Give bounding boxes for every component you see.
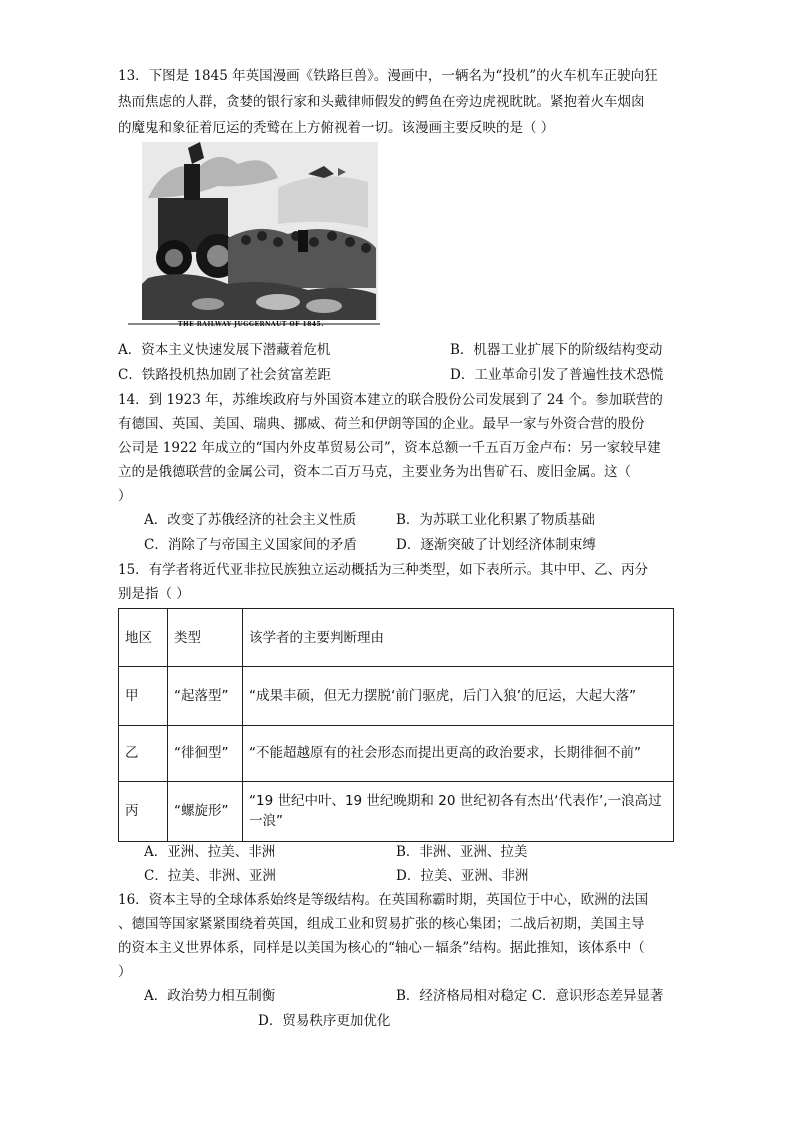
table-cell-type: “螺旋形” xyxy=(168,781,243,841)
q14-option-d[interactable]: D．逐渐突破了计划经济体制束缚 xyxy=(396,537,596,553)
q15-option-c[interactable]: C．拉美、非洲、亚洲 xyxy=(144,868,276,884)
q13-stem-line-1: 13．下图是 1845 年英国漫画《铁路巨兽》。漫画中，一辆名为“投机”的火车机车正驶向狂 xyxy=(118,68,658,84)
q13-option-a[interactable]: A．资本主义快速发展下潜藏着危机 xyxy=(118,342,331,358)
table-cell-type: “徘徊型” xyxy=(168,725,243,781)
table-cell-type: “起落型” xyxy=(168,667,243,725)
q16-option-d[interactable]: D．贸易秩序更加优化 xyxy=(258,1013,391,1029)
table-row xyxy=(119,667,674,725)
cartoon-caption: THE RAILWAY JUGGERNAUT OF 1845. xyxy=(178,321,324,328)
table-cell-region: 甲 xyxy=(119,667,168,725)
railway-juggernaut-cartoon xyxy=(128,138,380,334)
q15-stem-line-1: 15．有学者将近代亚非拉民族独立运动概括为三种类型，如下表所示。其中甲、乙、丙分 xyxy=(118,562,649,578)
table-header-cell: 该学者的主要判断理由 xyxy=(243,609,674,667)
q14-option-a[interactable]: A．改变了苏俄经济的社会主义性质 xyxy=(144,512,357,528)
table-cell-reason: “19 世纪中叶、19 世纪晚期和 20 世纪初各有杰出‘代表作’,一浪高过一浪” xyxy=(243,781,674,841)
q13-option-d[interactable]: D．工业革命引发了普遍性技术恐慌 xyxy=(450,367,664,383)
q13-stem-line-2: 热而焦虑的人群，贪婪的银行家和头戴律师假发的鳄鱼在旁边虎视眈眈。紧抱着火车烟囱 xyxy=(118,94,645,110)
q13-option-c[interactable]: C．铁路投机热加剧了社会贫富差距 xyxy=(118,367,331,383)
q13-stem-line-3: 的魔鬼和象征着厄运的秃鹫在上方俯视着一切。该漫画主要反映的是（ ） xyxy=(118,120,555,136)
q14-stem-line-2: 有德国、英国、美国、瑞典、挪威、荷兰和伊朗等国的企业。最早一家与外资合营的股份 xyxy=(118,416,645,432)
q14-option-b[interactable]: B．为苏联工业化积累了物质基础 xyxy=(396,512,595,528)
q16-stem-line-4: ） xyxy=(118,964,132,980)
q14-stem-line-1: 14．到 1923 年，苏维埃政府与外国资本建立的联合股份公司发展到了 24 个。参加联营的 xyxy=(118,392,663,408)
q16-stem-line-1: 16．资本主导的全球体系始终是等级结构。在英国称霸时期，英国位于中心，欧洲的法国 xyxy=(118,892,649,908)
table-cell-reason: “不能超越原有的社会形态而提出更高的政治要求，长期徘徊不前” xyxy=(243,725,674,781)
q16-option-a[interactable]: A．政治势力相互制衡 xyxy=(144,988,276,1004)
q16-stem-line-3: 的资本主义世界体系，同样是以美国为核心的“轴心－辐条”结构。据此推知，该体系中（ xyxy=(118,940,645,956)
q15-option-d[interactable]: D．拉美、亚洲、非洲 xyxy=(396,868,529,884)
q14-stem-line-4: 立的是俄德联营的金属公司，资本二百万马克，主要业务为出售矿石、废旧金属。这（ xyxy=(118,464,631,480)
table-cell-region: 乙 xyxy=(119,725,168,781)
q16-stem-line-2: 、德国等国家紧紧围绕着英国，组成工业和贸易扩张的核心集团；二战后初期，美国主导 xyxy=(118,916,645,932)
table-header-cell: 地区 xyxy=(119,609,168,667)
table-row xyxy=(119,781,674,841)
table-header-cell: 类型 xyxy=(168,609,243,667)
q15-stem-line-2: 别是指（ ） xyxy=(118,586,190,602)
q14-option-c[interactable]: C．消除了与帝国主义国家间的矛盾 xyxy=(144,537,357,553)
q15-option-a[interactable]: A．亚洲、拉美、非洲 xyxy=(144,844,276,860)
table-cell-region: 丙 xyxy=(119,781,168,841)
classification-table xyxy=(118,608,674,842)
q13-option-b[interactable]: B．机器工业扩展下的阶级结构变动 xyxy=(450,342,663,358)
table-header-row xyxy=(119,609,674,667)
q14-stem-line-3: 公司是 1922 年成立的“国内外皮革贸易公司”，资本总额一千五百万金卢布：另一家较早建 xyxy=(118,440,661,456)
q14-stem-line-5: ） xyxy=(118,488,132,504)
q15-option-b[interactable]: B．非洲、亚洲、拉美 xyxy=(396,844,528,860)
table-cell-reason: “成果丰硕，但无力摆脱‘前门驱虎，后门入狼’的厄运，大起大落” xyxy=(243,667,674,725)
table-row xyxy=(119,725,674,781)
q16-option-bc[interactable]: B．经济格局相对稳定 C．意识形态差异显著 xyxy=(396,988,664,1004)
